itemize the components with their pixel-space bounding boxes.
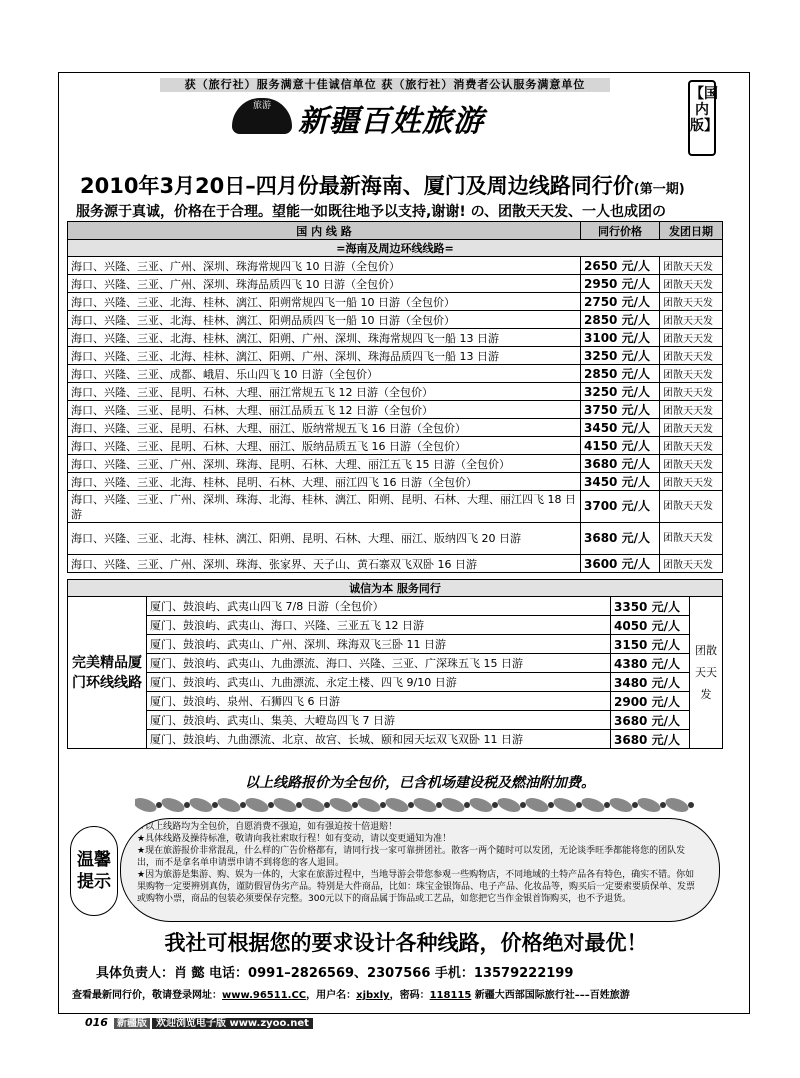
price-cell: 3450 元/人	[581, 419, 660, 437]
section-row	[68, 240, 723, 257]
contact-line: 具体负责人：肖 懿 电话：0991–2826569、2307566 手机：13579222199	[96, 966, 574, 981]
route-cell: 厦门、鼓浪屿、武夷山、集美、大嶝岛四飞 7 日游	[147, 711, 611, 730]
table-row	[68, 419, 723, 437]
decor-leaf	[468, 795, 495, 814]
tips-label: 温馨提示	[70, 826, 118, 916]
web-prefix: 查看最新同行价，敬请登录网址：	[72, 990, 222, 1001]
decor-dot	[632, 802, 638, 808]
route-cell: 海口、兴隆、三亚、北海、桂林、漓江、阳朔品质四飞一船 10 日游（全包价）	[68, 311, 581, 329]
decor-leaf	[580, 795, 607, 814]
decor-dot	[604, 802, 610, 808]
route-cell: 海口、兴隆、三亚、北海、桂林、漓江、阳朔、昆明、石林、大理、丽江、版纳四飞 20 日游	[68, 523, 581, 555]
table-row	[68, 654, 723, 673]
decor-leaf	[160, 795, 187, 814]
decor-dot	[688, 802, 694, 808]
route-cell: 海口、兴隆、三亚、昆明、石林、大理、丽江品质五飞 12 日游（全包价）	[68, 401, 581, 419]
table-row	[68, 275, 723, 293]
route-cell: 海口、兴隆、三亚、广州、深圳、珠海常规四飞 10 日游（全包价）	[68, 257, 581, 275]
table-row	[68, 257, 723, 275]
hainan-section-title: =海南及周边环线线路=	[68, 240, 723, 257]
decor-leaf	[272, 795, 299, 814]
agency-logo	[232, 94, 562, 144]
web-user-label: ，用户名：	[306, 990, 357, 1001]
decor-leaf	[552, 795, 579, 814]
page-number: 016	[85, 1016, 108, 1029]
route-cell: 海口、兴隆、三亚、北海、桂林、漓江、阳朔、广州、深圳、珠海常规四飞一船 13 日游	[68, 329, 581, 347]
website-line	[72, 986, 742, 1001]
table-row	[68, 401, 723, 419]
route-cell: 厦门、鼓浪屿、泉州、石狮四飞 6 日游	[147, 692, 611, 711]
price-cell: 3100 元/人	[581, 329, 660, 347]
departure-column-header: 发团日期	[660, 222, 723, 240]
footer-slogan: 欢迎浏览电子版 www.zyoo.net	[152, 1018, 313, 1029]
price-cell: 4380 元/人	[611, 654, 690, 673]
section-row	[68, 580, 723, 597]
price-cell: 3680 元/人	[611, 730, 690, 749]
price-cell: 2950 元/人	[581, 275, 660, 293]
route-cell: 海口、兴隆、三亚、广州、深圳、珠海、张家界、天子山、黄石寨双飞双卧 16 日游	[68, 555, 581, 573]
tip-item: ★具体线路及操待标准，敬请向我社索取行程！如有变动，请以变更通知为准！	[137, 834, 452, 844]
decorative-border	[135, 793, 695, 817]
route-cell: 海口、兴隆、三亚、北海、桂林、漓江、阳朔、广州、深圳、珠海品质四飞一船 13 日游	[68, 347, 581, 365]
logo-emblem-icon: 旅游	[232, 98, 292, 134]
decor-dot	[464, 802, 470, 808]
price-note: 以上线路报价为全包价，已含机场建设税及燃油附加费。	[245, 775, 595, 791]
route-cell: 海口、兴隆、三亚、昆明、石林、大理、丽江常规五飞 12 日游（全包价）	[68, 383, 581, 401]
decor-leaf	[496, 795, 523, 814]
tip-item: ★以上线路均为全包价，自愿消费不强迫，如有强迫按十倍退赔！	[137, 822, 398, 832]
xiamen-section-title: 诚信为本 服务同行	[68, 580, 723, 597]
route-cell: 海口、兴隆、三亚、成都、峨眉、乐山四飞 10 日游（全包价）	[68, 365, 581, 383]
decor-leaf	[524, 795, 551, 814]
price-cell: 4150 元/人	[581, 437, 660, 455]
honors-banner: 获（旅行社）服务满意十佳诚信单位 获（旅行社）消费者公认服务满意单位	[160, 78, 610, 92]
decor-leaf	[356, 795, 383, 814]
departure-cell: 团散天天发	[660, 257, 723, 275]
table-row	[68, 711, 723, 730]
decor-leaf	[440, 795, 467, 814]
decor-leaf	[412, 795, 439, 814]
departure-cell: 团散天天发	[660, 555, 723, 573]
xiamen-side-label: 完美精品厦门环线线路	[68, 597, 147, 749]
table-row	[68, 523, 723, 555]
departure-cell: 团散天天发	[660, 491, 723, 523]
web-pass-label: ，密码：	[389, 990, 430, 1001]
magazine-name: 新疆版	[114, 1018, 150, 1029]
decor-dot	[660, 802, 666, 808]
decor-dot	[184, 802, 190, 808]
departure-cell: 团散天天发	[660, 347, 723, 365]
decor-dot	[436, 802, 442, 808]
table-row	[68, 635, 723, 654]
decor-dot	[520, 802, 526, 808]
page-title	[80, 170, 740, 200]
price-cell: 3680 元/人	[611, 711, 690, 730]
departure-cell: 团散天天发	[660, 365, 723, 383]
departure-cell: 团散天天发	[660, 383, 723, 401]
table-row	[68, 473, 723, 491]
decor-leaf	[216, 795, 243, 814]
price-cell: 2750 元/人	[581, 293, 660, 311]
price-cell: 2650 元/人	[581, 257, 660, 275]
decor-dot	[212, 802, 218, 808]
decor-leaf	[244, 795, 271, 814]
route-cell: 海口、兴隆、三亚、昆明、石林、大理、丽江、版纳常规五飞 16 日游（全包价）	[68, 419, 581, 437]
tips-body	[120, 818, 720, 922]
table-row	[68, 692, 723, 711]
page-footer	[85, 1014, 385, 1028]
decor-leaf	[188, 795, 215, 814]
table-header-row	[68, 222, 723, 240]
table-row	[68, 293, 723, 311]
price-column-header: 同行价格	[581, 222, 660, 240]
tips-box	[66, 818, 726, 926]
price-cell: 2850 元/人	[581, 365, 660, 383]
decor-dot	[324, 802, 330, 808]
table-row	[68, 437, 723, 455]
decor-dot	[380, 802, 386, 808]
xiamen-departure-label: 团散天天发	[690, 597, 723, 749]
price-cell: 3700 元/人	[581, 491, 660, 523]
web-agency: 新疆大西部国际旅行社–––百姓旅游	[471, 990, 630, 1001]
price-cell: 4050 元/人	[611, 616, 690, 635]
decor-leaf	[636, 795, 663, 814]
custom-route-banner: 我社可根据您的要求设计各种线路，价格绝对最优！	[164, 931, 648, 955]
route-cell: 厦门、鼓浪屿、九曲漂流、北京、故宫、长城、颐和园天坛双飞双卧 11 日游	[147, 730, 611, 749]
decor-dot	[240, 802, 246, 808]
price-cell: 3680 元/人	[581, 455, 660, 473]
table-row	[68, 455, 723, 473]
decor-dot	[408, 802, 414, 808]
table-row	[68, 555, 723, 573]
web-username: xjbxly	[356, 990, 390, 1001]
departure-cell: 团散天天发	[660, 311, 723, 329]
route-cell: 厦门、鼓浪屿、武夷山、广州、深圳、珠海双飞三卧 11 日游	[147, 635, 611, 654]
table-row	[68, 597, 723, 616]
decor-dot	[296, 802, 302, 808]
route-cell: 厦门、鼓浪屿、武夷山四飞 7/8 日游（全包价）	[147, 597, 611, 616]
table-row	[68, 383, 723, 401]
domestic-routes-table	[67, 221, 723, 573]
departure-cell: 团散天天发	[660, 293, 723, 311]
price-cell: 3600 元/人	[581, 555, 660, 573]
departure-cell: 团散天天发	[660, 523, 723, 555]
route-cell: 海口、兴隆、三亚、广州、深圳、珠海、北海、桂林、漓江、阳朔、昆明、石林、大理、丽江四飞 18 日游	[68, 491, 581, 523]
tip-item: ★现在旅游报价非常混乱，什么样的广告价格都有，请同行找一家可靠拼团社。散客一两个随时可以发团，无论谈季旺季都能将您的团队发出，而不是拿名单申请票申请不到将您的客人退回。	[137, 846, 686, 868]
price-cell: 2900 元/人	[611, 692, 690, 711]
logo-name: 新疆百姓旅游	[298, 104, 484, 139]
decor-leaf	[608, 795, 635, 814]
route-cell: 厦门、鼓浪屿、武夷山、九曲漂流、海口、兴隆、三亚、广深珠五飞 15 日游	[147, 654, 611, 673]
decor-leaf	[328, 795, 355, 814]
price-cell: 3250 元/人	[581, 347, 660, 365]
route-cell: 海口、兴隆、三亚、北海、桂林、昆明、石林、大理、丽江四飞 16 日游（全包价）	[68, 473, 581, 491]
price-cell: 3750 元/人	[581, 401, 660, 419]
decor-leaf	[384, 795, 411, 814]
departure-cell: 团散天天发	[660, 329, 723, 347]
xiamen-routes-table	[67, 579, 723, 749]
decor-leaf	[664, 795, 691, 814]
edition-badge: 【国内版】	[688, 80, 716, 156]
table-row	[68, 347, 723, 365]
decor-dot	[548, 802, 554, 808]
route-cell: 厦门、鼓浪屿、武夷山、九曲漂流、永定土楼、四飞 9/10 日游	[147, 673, 611, 692]
route-cell: 厦门、鼓浪屿、武夷山、海口、兴隆、三亚五飞 12 日游	[147, 616, 611, 635]
price-cell: 3680 元/人	[581, 523, 660, 555]
price-cell: 3250 元/人	[581, 383, 660, 401]
table-row	[68, 616, 723, 635]
price-cell: 3480 元/人	[611, 673, 690, 692]
departure-cell: 团散天天发	[660, 455, 723, 473]
route-cell: 海口、兴隆、三亚、昆明、石林、大理、丽江、版纳品质五飞 16 日游（全包价）	[68, 437, 581, 455]
departure-cell: 团散天天发	[660, 275, 723, 293]
decor-dot	[576, 802, 582, 808]
tip-item: ★因为旅游是集游、购、娱为一体的，大家在旅游过程中，当地导游会带您参观一些购物店，不同地域的土特产品各有特色，确实不错。你如果购物一定要辨别真伪，谨防假冒伪劣产品。特别是大件商品，比如：珠宝金银饰品、电子产品、化妆品等，购买后一定要索要质保单、发票或购物小票，商品的包装必须要保存完整。300元以下的商品属于饰品或工艺品，如您把它当作金银首饰购买，也不予退货。	[137, 870, 696, 904]
headline-issue: (第一期)	[633, 182, 685, 197]
table-row	[68, 311, 723, 329]
table-row	[68, 329, 723, 347]
decor-leaf	[135, 795, 158, 814]
table-row	[68, 673, 723, 692]
departure-cell: 团散天天发	[660, 473, 723, 491]
price-cell: 3150 元/人	[611, 635, 690, 654]
route-cell: 海口、兴隆、三亚、广州、深圳、珠海、昆明、石林、大理、丽江五飞 15 日游（全包价）	[68, 455, 581, 473]
price-cell: 3350 元/人	[611, 597, 690, 616]
decor-dot	[492, 802, 498, 808]
route-cell: 海口、兴隆、三亚、广州、深圳、珠海品质四飞 10 日游（全包价）	[68, 275, 581, 293]
price-cell: 2850 元/人	[581, 311, 660, 329]
departure-cell: 团散天天发	[660, 419, 723, 437]
departure-cell: 团散天天发	[660, 401, 723, 419]
decor-dot	[352, 802, 358, 808]
route-column-header: 国 内 线 路	[68, 222, 581, 240]
table-row	[68, 730, 723, 749]
decor-leaf	[300, 795, 327, 814]
website-link[interactable]: www.96511.CC	[222, 990, 307, 1001]
departure-cell: 团散天天发	[660, 437, 723, 455]
decor-dot	[156, 802, 162, 808]
price-cell: 3450 元/人	[581, 473, 660, 491]
web-password: 118115	[429, 990, 472, 1001]
table-row	[68, 491, 723, 523]
table-row	[68, 365, 723, 383]
decor-dot	[268, 802, 274, 808]
route-cell: 海口、兴隆、三亚、北海、桂林、漓江、阳朔常规四飞一船 10 日游（全包价）	[68, 293, 581, 311]
headline-main: 2010年3月20日–四月份最新海南、厦门及周边线路同行价	[80, 174, 634, 198]
service-slogan: 服务源于真诚，价格在于合理。望能一如既往地予以支持,谢谢! の、团散天天发、一人也成团の	[76, 204, 667, 220]
